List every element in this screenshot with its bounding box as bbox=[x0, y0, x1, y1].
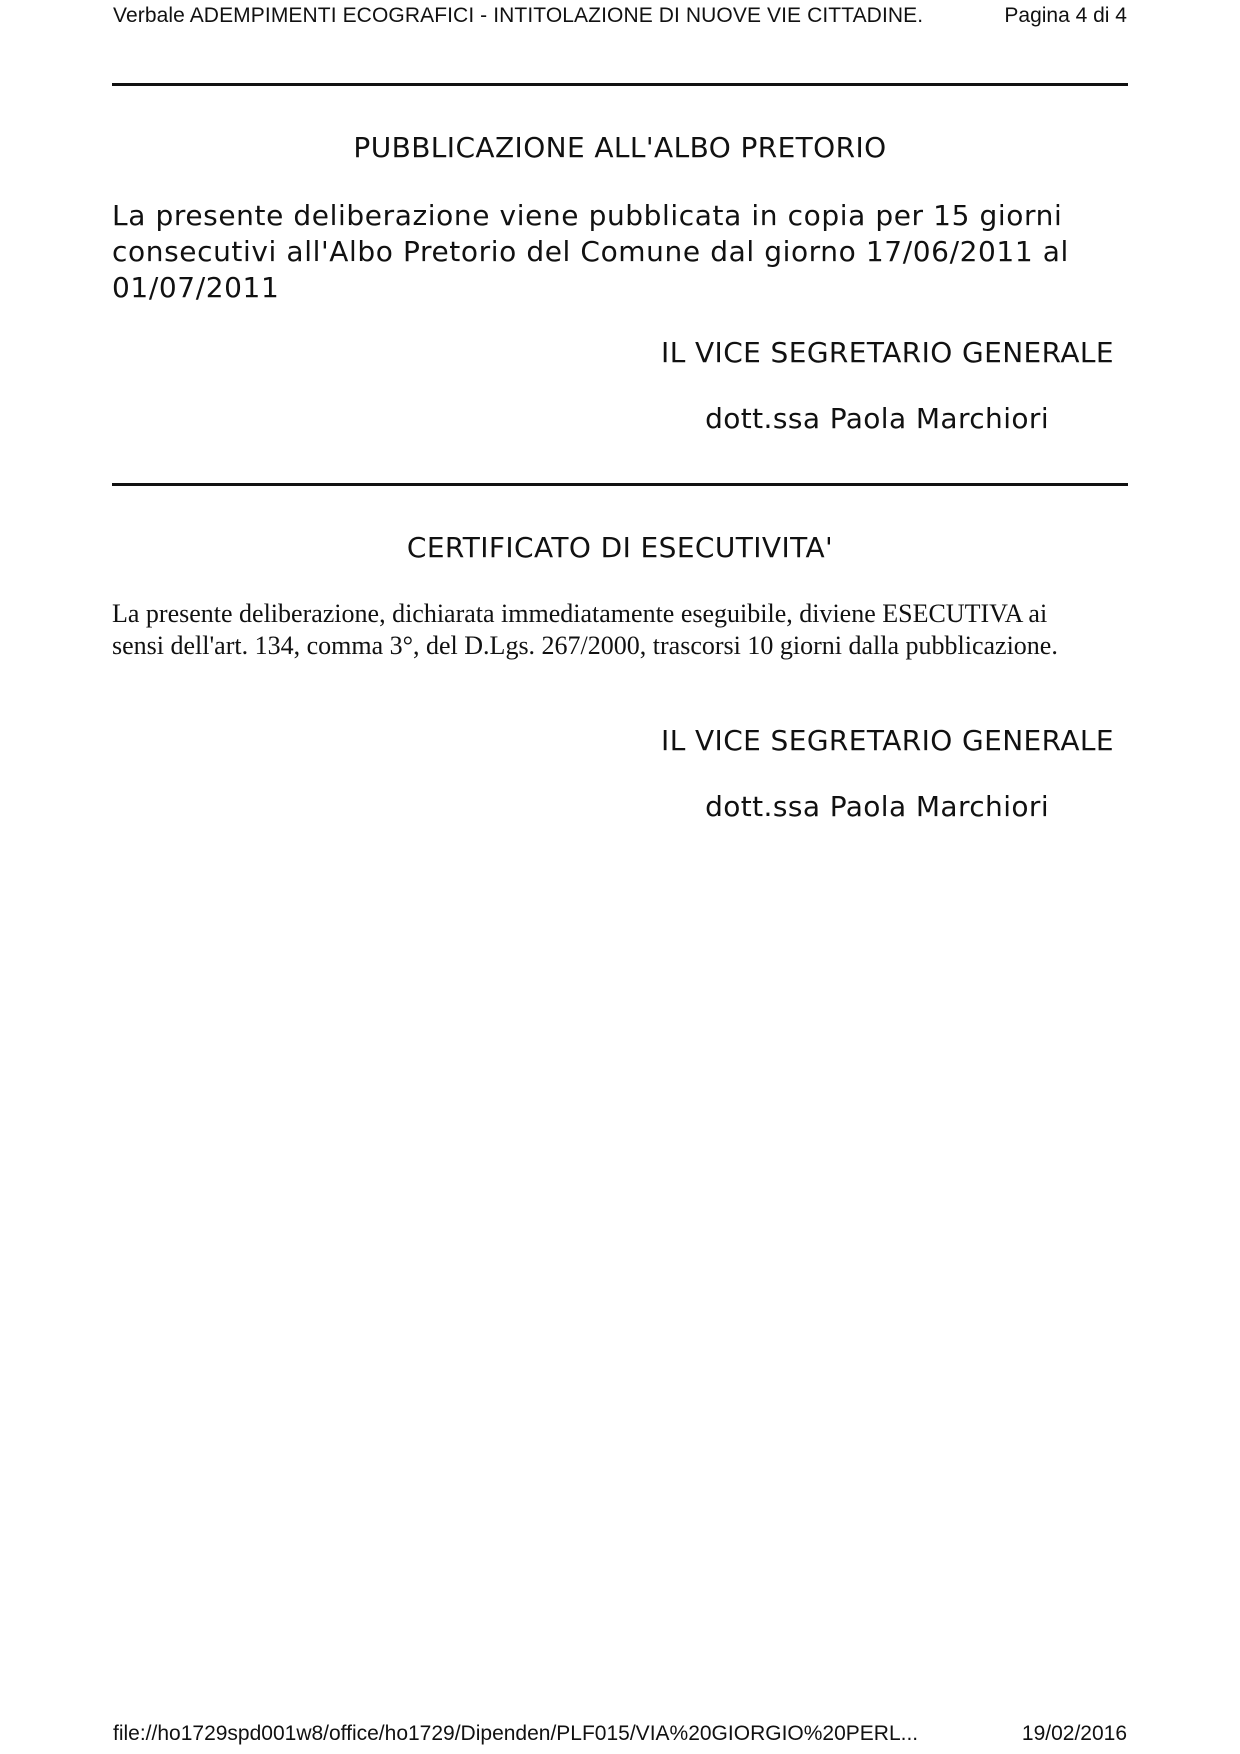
certificate-signer-name: dott.ssa Paola Marchiori bbox=[705, 790, 1049, 823]
page-indicator: Pagina 4 di 4 bbox=[1004, 4, 1127, 27]
certificate-text: La presente deliberazione, dichiarata immediatamente eseguibile, diviene ESECUTIVA ai sensi dell'art. 134, comma 3°, del D.Lgs. 267/2000, trascorsi 10 giorni dalla pubblicazione. bbox=[112, 599, 1058, 660]
publication-signer-role: IL VICE SEGRETARIO GENERALE bbox=[661, 336, 1114, 369]
publication-section-title: PUBBLICAZIONE ALL'ALBO PRETORIO bbox=[353, 131, 887, 164]
publication-text: La presente deliberazione viene pubblicata in copia per 15 giorni consecutivi all'Albo Pretorio del Comune dal giorno 17/06/2011 al 01/07/2011 bbox=[112, 199, 1069, 304]
section-divider-middle bbox=[112, 483, 1128, 486]
footer-file-path: file://ho1729spd001w8/office/ho1729/Dipenden/PLF015/VIA%20GIORGIO%20PERL... bbox=[113, 1722, 919, 1745]
certificate-section-title: CERTIFICATO DI ESECUTIVITA' bbox=[406, 531, 834, 564]
publication-signer-name: dott.ssa Paola Marchiori bbox=[705, 402, 1049, 435]
section-divider-top bbox=[112, 83, 1128, 86]
certificate-signer-role: IL VICE SEGRETARIO GENERALE bbox=[661, 724, 1114, 757]
footer-date: 19/02/2016 bbox=[1021, 1722, 1127, 1745]
header-title: Verbale ADEMPIMENTI ECOGRAFICI - INTITOLAZIONE DI NUOVE VIE CITTADINE. bbox=[113, 4, 924, 27]
